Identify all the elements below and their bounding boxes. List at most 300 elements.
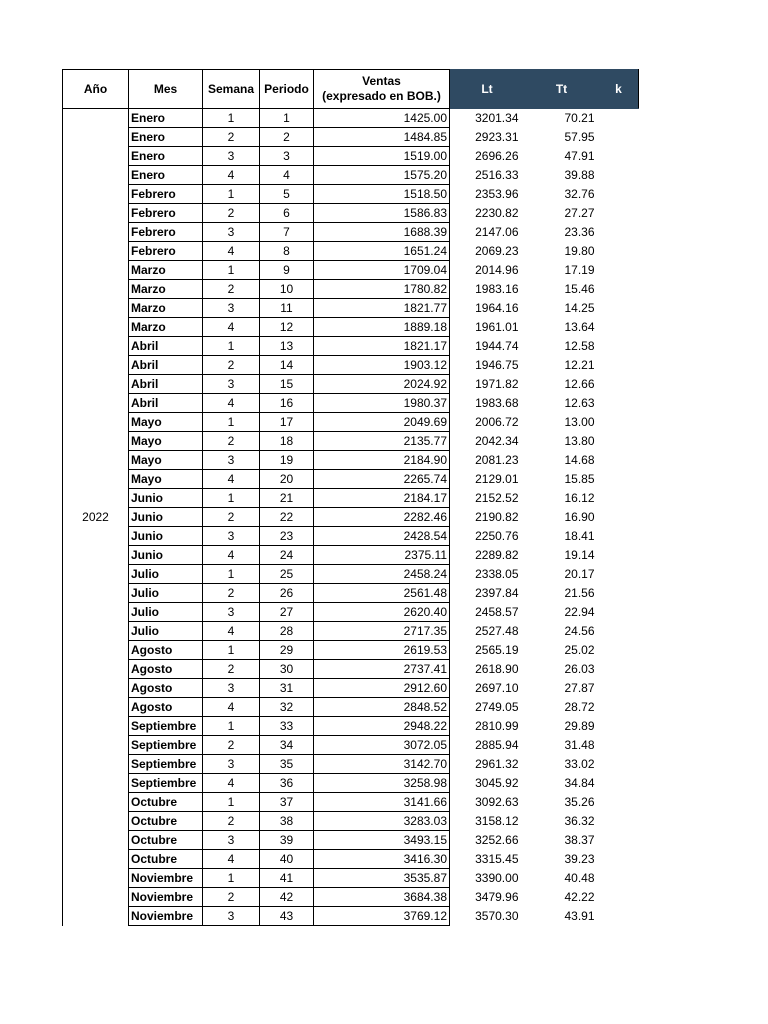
- cell-lt[interactable]: 2749.05: [475, 700, 519, 714]
- cell-periodo[interactable]: 24: [260, 546, 314, 565]
- cell-tt[interactable]: 27.27: [564, 206, 595, 220]
- cell-lt[interactable]: 1944.74: [475, 339, 519, 353]
- cell-k[interactable]: [599, 584, 639, 603]
- cell-k[interactable]: [599, 432, 639, 451]
- cell-lt[interactable]: 3201.34: [475, 111, 519, 126]
- cell-semana[interactable]: 1: [203, 717, 260, 736]
- cell-k[interactable]: [599, 147, 639, 166]
- year-cell[interactable]: 2022: [63, 109, 129, 926]
- cell-semana[interactable]: 1: [203, 565, 260, 584]
- cell-mes[interactable]: Julio: [129, 603, 203, 622]
- cell-periodo[interactable]: 25: [260, 565, 314, 584]
- cell-semana[interactable]: 1: [203, 489, 260, 508]
- cell-periodo[interactable]: 30: [260, 660, 314, 679]
- cell-k[interactable]: [599, 166, 639, 185]
- cell-k[interactable]: [599, 318, 639, 337]
- cell-semana[interactable]: 1: [203, 261, 260, 280]
- cell-semana[interactable]: 1: [203, 793, 260, 812]
- cell-semana[interactable]: 3: [203, 755, 260, 774]
- cell-ventas[interactable]: 2135.77: [314, 432, 450, 451]
- cell-periodo[interactable]: 32: [260, 698, 314, 717]
- cell-periodo[interactable]: 38: [260, 812, 314, 831]
- cell-k[interactable]: [599, 527, 639, 546]
- cell-k[interactable]: [599, 641, 639, 660]
- cell-ventas[interactable]: 1575.20: [314, 166, 450, 185]
- cell-semana[interactable]: 1: [203, 109, 260, 128]
- cell-semana[interactable]: 2: [203, 432, 260, 451]
- cell-ventas[interactable]: 2620.40: [314, 603, 450, 622]
- cell-k[interactable]: [599, 888, 639, 907]
- cell-ventas[interactable]: 1821.77: [314, 299, 450, 318]
- cell-periodo[interactable]: 33: [260, 717, 314, 736]
- cell-lt[interactable]: 2006.72: [475, 415, 519, 429]
- cell-tt[interactable]: 35.26: [564, 795, 595, 809]
- cell-semana[interactable]: 4: [203, 318, 260, 337]
- cell-semana[interactable]: 2: [203, 584, 260, 603]
- cell-mes[interactable]: Septiembre: [129, 774, 203, 793]
- header-tt[interactable]: Tt: [525, 70, 599, 109]
- cell-periodo[interactable]: 37: [260, 793, 314, 812]
- cell-lt[interactable]: 2147.06: [475, 225, 519, 239]
- cell-lt[interactable]: 3390.00: [475, 871, 519, 885]
- cell-ventas[interactable]: 3141.66: [314, 793, 450, 812]
- cell-k[interactable]: [599, 356, 639, 375]
- cell-semana[interactable]: 4: [203, 850, 260, 869]
- cell-ventas[interactable]: 1518.50: [314, 185, 450, 204]
- cell-k[interactable]: [599, 546, 639, 565]
- cell-mes[interactable]: Enero: [129, 147, 203, 166]
- cell-k[interactable]: [599, 622, 639, 641]
- cell-ventas[interactable]: 3769.12: [314, 907, 450, 926]
- header-anio[interactable]: Año: [63, 70, 129, 109]
- cell-mes[interactable]: Junio: [129, 508, 203, 527]
- cell-ventas[interactable]: 2282.46: [314, 508, 450, 527]
- cell-k[interactable]: [599, 850, 639, 869]
- cell-tt[interactable]: 28.72: [564, 700, 595, 714]
- cell-k[interactable]: [599, 223, 639, 242]
- cell-ventas[interactable]: 2619.53: [314, 641, 450, 660]
- cell-periodo[interactable]: 17: [260, 413, 314, 432]
- cell-tt[interactable]: 14.25: [564, 301, 595, 315]
- cell-periodo[interactable]: 15: [260, 375, 314, 394]
- cell-periodo[interactable]: 35: [260, 755, 314, 774]
- cell-k[interactable]: [599, 413, 639, 432]
- cell-periodo[interactable]: 4: [260, 166, 314, 185]
- cell-mes[interactable]: Septiembre: [129, 717, 203, 736]
- cell-periodo[interactable]: 36: [260, 774, 314, 793]
- cell-tt[interactable]: 40.48: [564, 871, 595, 885]
- cell-semana[interactable]: 2: [203, 204, 260, 223]
- cell-tt[interactable]: 38.37: [564, 833, 595, 847]
- cell-ventas[interactable]: 2375.11: [314, 546, 450, 565]
- cell-periodo[interactable]: 3: [260, 147, 314, 166]
- cell-mes[interactable]: Julio: [129, 565, 203, 584]
- cell-tt[interactable]: 36.32: [564, 814, 595, 828]
- cell-lt[interactable]: 2696.26: [475, 149, 519, 163]
- cell-semana[interactable]: 3: [203, 451, 260, 470]
- cell-lt[interactable]: 2923.31: [475, 130, 519, 144]
- cell-tt[interactable]: 21.56: [564, 586, 595, 600]
- cell-semana[interactable]: 2: [203, 508, 260, 527]
- cell-mes[interactable]: Febrero: [129, 204, 203, 223]
- cell-k[interactable]: [599, 375, 639, 394]
- cell-semana[interactable]: 1: [203, 641, 260, 660]
- cell-lt[interactable]: 2458.57: [475, 605, 519, 619]
- cell-periodo[interactable]: 42: [260, 888, 314, 907]
- cell-tt[interactable]: 47.91: [564, 149, 595, 163]
- cell-ventas[interactable]: 2948.22: [314, 717, 450, 736]
- cell-mes[interactable]: Octubre: [129, 831, 203, 850]
- cell-periodo[interactable]: 31: [260, 679, 314, 698]
- cell-lt[interactable]: 2250.76: [475, 529, 519, 543]
- header-lt[interactable]: Lt: [450, 70, 525, 109]
- cell-lt[interactable]: 2961.32: [475, 757, 519, 771]
- cell-lt[interactable]: 2338.05: [475, 567, 519, 581]
- cell-semana[interactable]: 3: [203, 907, 260, 926]
- cell-ventas[interactable]: 2848.52: [314, 698, 450, 717]
- cell-ventas[interactable]: 1980.37: [314, 394, 450, 413]
- cell-semana[interactable]: 2: [203, 812, 260, 831]
- cell-mes[interactable]: Marzo: [129, 280, 203, 299]
- cell-semana[interactable]: 4: [203, 622, 260, 641]
- cell-ventas[interactable]: 2428.54: [314, 527, 450, 546]
- cell-mes[interactable]: Mayo: [129, 451, 203, 470]
- cell-tt[interactable]: 27.87: [564, 681, 595, 695]
- cell-ventas[interactable]: 1903.12: [314, 356, 450, 375]
- cell-lt[interactable]: 3252.66: [475, 833, 519, 847]
- cell-lt[interactable]: 2353.96: [475, 187, 519, 201]
- cell-mes[interactable]: Enero: [129, 166, 203, 185]
- cell-semana[interactable]: 4: [203, 774, 260, 793]
- cell-tt[interactable]: 39.88: [564, 168, 595, 182]
- cell-k[interactable]: [599, 717, 639, 736]
- cell-lt[interactable]: 2810.99: [475, 719, 519, 733]
- cell-periodo[interactable]: 12: [260, 318, 314, 337]
- cell-ventas[interactable]: 3072.05: [314, 736, 450, 755]
- cell-ventas[interactable]: 2458.24: [314, 565, 450, 584]
- cell-ventas[interactable]: 1889.18: [314, 318, 450, 337]
- cell-ventas[interactable]: 1709.04: [314, 261, 450, 280]
- cell-semana[interactable]: 3: [203, 223, 260, 242]
- cell-semana[interactable]: 3: [203, 679, 260, 698]
- cell-semana[interactable]: 2: [203, 660, 260, 679]
- cell-mes[interactable]: Octubre: [129, 850, 203, 869]
- cell-mes[interactable]: Marzo: [129, 299, 203, 318]
- cell-ventas[interactable]: 2184.17: [314, 489, 450, 508]
- cell-tt[interactable]: 12.66: [564, 377, 595, 391]
- cell-periodo[interactable]: 29: [260, 641, 314, 660]
- cell-lt[interactable]: 2397.84: [475, 586, 519, 600]
- cell-lt[interactable]: 1946.75: [475, 358, 519, 372]
- cell-semana[interactable]: 3: [203, 299, 260, 318]
- cell-semana[interactable]: 2: [203, 280, 260, 299]
- cell-periodo[interactable]: 23: [260, 527, 314, 546]
- cell-mes[interactable]: Abril: [129, 394, 203, 413]
- cell-lt[interactable]: 3158.12: [475, 814, 519, 828]
- cell-k[interactable]: [599, 470, 639, 489]
- cell-k[interactable]: [599, 109, 639, 128]
- cell-tt[interactable]: 43.91: [564, 909, 595, 923]
- cell-ventas[interactable]: 1519.00: [314, 147, 450, 166]
- cell-tt[interactable]: 12.21: [564, 358, 595, 372]
- cell-semana[interactable]: 4: [203, 242, 260, 261]
- cell-mes[interactable]: Abril: [129, 337, 203, 356]
- cell-k[interactable]: [599, 660, 639, 679]
- cell-lt[interactable]: 2081.23: [475, 453, 519, 467]
- cell-periodo[interactable]: 39: [260, 831, 314, 850]
- cell-mes[interactable]: Noviembre: [129, 888, 203, 907]
- cell-semana[interactable]: 2: [203, 128, 260, 147]
- cell-tt[interactable]: 18.41: [564, 529, 595, 543]
- cell-ventas[interactable]: 3684.38: [314, 888, 450, 907]
- cell-semana[interactable]: 4: [203, 546, 260, 565]
- cell-tt[interactable]: 32.76: [564, 187, 595, 201]
- cell-tt[interactable]: 23.36: [564, 225, 595, 239]
- cell-periodo[interactable]: 27: [260, 603, 314, 622]
- cell-periodo[interactable]: 13: [260, 337, 314, 356]
- cell-ventas[interactable]: 2717.35: [314, 622, 450, 641]
- cell-lt[interactable]: 2230.82: [475, 206, 519, 220]
- cell-k[interactable]: [599, 831, 639, 850]
- cell-mes[interactable]: Mayo: [129, 432, 203, 451]
- cell-mes[interactable]: Agosto: [129, 641, 203, 660]
- cell-tt[interactable]: 42.22: [564, 890, 595, 904]
- cell-ventas[interactable]: 1586.83: [314, 204, 450, 223]
- cell-lt[interactable]: 2152.52: [475, 491, 519, 505]
- cell-mes[interactable]: Junio: [129, 546, 203, 565]
- cell-tt[interactable]: 16.12: [564, 491, 595, 505]
- cell-semana[interactable]: 1: [203, 337, 260, 356]
- cell-mes[interactable]: Agosto: [129, 679, 203, 698]
- cell-k[interactable]: [599, 299, 639, 318]
- cell-k[interactable]: [599, 793, 639, 812]
- cell-lt[interactable]: 3570.30: [475, 909, 519, 923]
- cell-ventas[interactable]: 2912.60: [314, 679, 450, 698]
- cell-mes[interactable]: Julio: [129, 622, 203, 641]
- cell-ventas[interactable]: 1651.24: [314, 242, 450, 261]
- cell-tt[interactable]: 31.48: [564, 738, 595, 752]
- cell-periodo[interactable]: 8: [260, 242, 314, 261]
- cell-lt[interactable]: 2516.33: [475, 168, 519, 182]
- cell-tt[interactable]: 19.80: [564, 244, 595, 258]
- cell-tt[interactable]: 25.02: [564, 643, 595, 657]
- cell-tt[interactable]: 29.89: [564, 719, 595, 733]
- cell-k[interactable]: [599, 451, 639, 470]
- cell-lt[interactable]: 2697.10: [475, 681, 519, 695]
- cell-lt[interactable]: 3092.63: [475, 795, 519, 809]
- cell-periodo[interactable]: 18: [260, 432, 314, 451]
- cell-mes[interactable]: Junio: [129, 489, 203, 508]
- cell-tt[interactable]: 24.56: [564, 624, 595, 638]
- cell-periodo[interactable]: 19: [260, 451, 314, 470]
- cell-ventas[interactable]: 2024.92: [314, 375, 450, 394]
- cell-mes[interactable]: Enero: [129, 128, 203, 147]
- cell-tt[interactable]: 13.00: [564, 415, 595, 429]
- cell-periodo[interactable]: 1: [260, 109, 314, 128]
- cell-ventas[interactable]: 1821.17: [314, 337, 450, 356]
- cell-lt[interactable]: 1964.16: [475, 301, 519, 315]
- cell-semana[interactable]: 4: [203, 698, 260, 717]
- cell-semana[interactable]: 1: [203, 185, 260, 204]
- cell-tt[interactable]: 17.19: [564, 263, 595, 277]
- cell-ventas[interactable]: 1484.85: [314, 128, 450, 147]
- cell-mes[interactable]: Junio: [129, 527, 203, 546]
- cell-periodo[interactable]: 5: [260, 185, 314, 204]
- cell-ventas[interactable]: 3535.87: [314, 869, 450, 888]
- cell-mes[interactable]: Agosto: [129, 698, 203, 717]
- header-ventas[interactable]: [314, 70, 450, 109]
- cell-tt[interactable]: 14.68: [564, 453, 595, 467]
- cell-k[interactable]: [599, 508, 639, 527]
- cell-semana[interactable]: 4: [203, 470, 260, 489]
- cell-ventas[interactable]: 2049.69: [314, 413, 450, 432]
- cell-k[interactable]: [599, 261, 639, 280]
- cell-lt[interactable]: 2527.48: [475, 624, 519, 638]
- header-mes[interactable]: Mes: [129, 70, 203, 109]
- cell-k[interactable]: [599, 603, 639, 622]
- cell-tt[interactable]: 19.14: [564, 548, 595, 562]
- cell-periodo[interactable]: 34: [260, 736, 314, 755]
- cell-periodo[interactable]: 21: [260, 489, 314, 508]
- cell-tt[interactable]: 13.80: [564, 434, 595, 448]
- cell-k[interactable]: [599, 774, 639, 793]
- cell-tt[interactable]: 16.90: [564, 510, 595, 524]
- cell-lt[interactable]: 2289.82: [475, 548, 519, 562]
- cell-lt[interactable]: 2885.94: [475, 738, 519, 752]
- cell-ventas[interactable]: 3283.03: [314, 812, 450, 831]
- cell-mes[interactable]: Abril: [129, 375, 203, 394]
- cell-periodo[interactable]: 20: [260, 470, 314, 489]
- cell-semana[interactable]: 3: [203, 527, 260, 546]
- cell-lt[interactable]: 2190.82: [475, 510, 519, 524]
- cell-ventas[interactable]: 2737.41: [314, 660, 450, 679]
- cell-k[interactable]: [599, 698, 639, 717]
- cell-ventas[interactable]: 3142.70: [314, 755, 450, 774]
- cell-tt[interactable]: 22.94: [564, 605, 595, 619]
- header-periodo[interactable]: Periodo: [260, 70, 314, 109]
- cell-lt[interactable]: 2014.96: [475, 263, 519, 277]
- cell-periodo[interactable]: 2: [260, 128, 314, 147]
- cell-k[interactable]: [599, 907, 639, 926]
- cell-semana[interactable]: 3: [203, 375, 260, 394]
- cell-k[interactable]: [599, 679, 639, 698]
- cell-periodo[interactable]: 14: [260, 356, 314, 375]
- cell-mes[interactable]: Febrero: [129, 242, 203, 261]
- cell-lt[interactable]: 2129.01: [475, 472, 519, 486]
- cell-k[interactable]: [599, 565, 639, 584]
- cell-k[interactable]: [599, 812, 639, 831]
- cell-mes[interactable]: Marzo: [129, 261, 203, 280]
- cell-mes[interactable]: Julio: [129, 584, 203, 603]
- cell-tt[interactable]: 12.58: [564, 339, 595, 353]
- cell-periodo[interactable]: 40: [260, 850, 314, 869]
- header-semana[interactable]: Semana: [203, 70, 260, 109]
- cell-tt[interactable]: 12.63: [564, 396, 595, 410]
- cell-lt[interactable]: 2618.90: [475, 662, 519, 676]
- cell-mes[interactable]: Octubre: [129, 812, 203, 831]
- cell-mes[interactable]: Mayo: [129, 413, 203, 432]
- cell-tt[interactable]: 34.84: [564, 776, 595, 790]
- cell-ventas[interactable]: 3416.30: [314, 850, 450, 869]
- cell-mes[interactable]: Marzo: [129, 318, 203, 337]
- cell-periodo[interactable]: 10: [260, 280, 314, 299]
- cell-periodo[interactable]: 28: [260, 622, 314, 641]
- cell-semana[interactable]: 3: [203, 147, 260, 166]
- cell-k[interactable]: [599, 280, 639, 299]
- cell-tt[interactable]: 13.64: [564, 320, 595, 334]
- cell-k[interactable]: [599, 869, 639, 888]
- cell-mes[interactable]: Octubre: [129, 793, 203, 812]
- cell-tt[interactable]: 70.21: [564, 111, 595, 126]
- cell-k[interactable]: [599, 337, 639, 356]
- cell-periodo[interactable]: 7: [260, 223, 314, 242]
- cell-k[interactable]: [599, 185, 639, 204]
- cell-semana[interactable]: 3: [203, 603, 260, 622]
- cell-k[interactable]: [599, 755, 639, 774]
- cell-mes[interactable]: Noviembre: [129, 907, 203, 926]
- cell-mes[interactable]: Septiembre: [129, 755, 203, 774]
- cell-mes[interactable]: Septiembre: [129, 736, 203, 755]
- cell-lt[interactable]: 2069.23: [475, 244, 519, 258]
- cell-semana[interactable]: 2: [203, 356, 260, 375]
- cell-k[interactable]: [599, 128, 639, 147]
- cell-periodo[interactable]: 26: [260, 584, 314, 603]
- cell-ventas[interactable]: 3493.15: [314, 831, 450, 850]
- cell-lt[interactable]: 2565.19: [475, 643, 519, 657]
- cell-lt[interactable]: 3045.92: [475, 776, 519, 790]
- cell-semana[interactable]: 2: [203, 736, 260, 755]
- cell-tt[interactable]: 57.95: [564, 130, 595, 144]
- cell-k[interactable]: [599, 394, 639, 413]
- cell-semana[interactable]: 1: [203, 869, 260, 888]
- cell-periodo[interactable]: 22: [260, 508, 314, 527]
- cell-tt[interactable]: 15.85: [564, 472, 595, 486]
- cell-lt[interactable]: 1983.16: [475, 282, 519, 296]
- cell-periodo[interactable]: 9: [260, 261, 314, 280]
- cell-ventas[interactable]: 1425.00: [314, 109, 450, 128]
- cell-lt[interactable]: 3479.96: [475, 890, 519, 904]
- cell-mes[interactable]: Mayo: [129, 470, 203, 489]
- cell-k[interactable]: [599, 204, 639, 223]
- cell-lt[interactable]: 1971.82: [475, 377, 519, 391]
- cell-k[interactable]: [599, 736, 639, 755]
- cell-lt[interactable]: 1961.01: [475, 320, 519, 334]
- cell-ventas[interactable]: 2184.90: [314, 451, 450, 470]
- cell-tt[interactable]: 15.46: [564, 282, 595, 296]
- cell-periodo[interactable]: 11: [260, 299, 314, 318]
- cell-ventas[interactable]: 1688.39: [314, 223, 450, 242]
- cell-tt[interactable]: 26.03: [564, 662, 595, 676]
- cell-ventas[interactable]: 2561.48: [314, 584, 450, 603]
- cell-k[interactable]: [599, 242, 639, 261]
- cell-lt[interactable]: 1983.68: [475, 396, 519, 410]
- cell-lt[interactable]: 2042.34: [475, 434, 519, 448]
- cell-mes[interactable]: Febrero: [129, 223, 203, 242]
- cell-mes[interactable]: Noviembre: [129, 869, 203, 888]
- cell-ventas[interactable]: 1780.82: [314, 280, 450, 299]
- cell-ventas[interactable]: 3258.98: [314, 774, 450, 793]
- cell-lt[interactable]: 3315.45: [475, 852, 519, 866]
- cell-mes[interactable]: Enero: [129, 109, 203, 128]
- cell-mes[interactable]: Febrero: [129, 185, 203, 204]
- cell-mes[interactable]: Abril: [129, 356, 203, 375]
- cell-semana[interactable]: 1: [203, 413, 260, 432]
- cell-semana[interactable]: 2: [203, 888, 260, 907]
- header-k[interactable]: k: [599, 70, 639, 109]
- cell-periodo[interactable]: 6: [260, 204, 314, 223]
- cell-semana[interactable]: 4: [203, 166, 260, 185]
- cell-k[interactable]: [599, 489, 639, 508]
